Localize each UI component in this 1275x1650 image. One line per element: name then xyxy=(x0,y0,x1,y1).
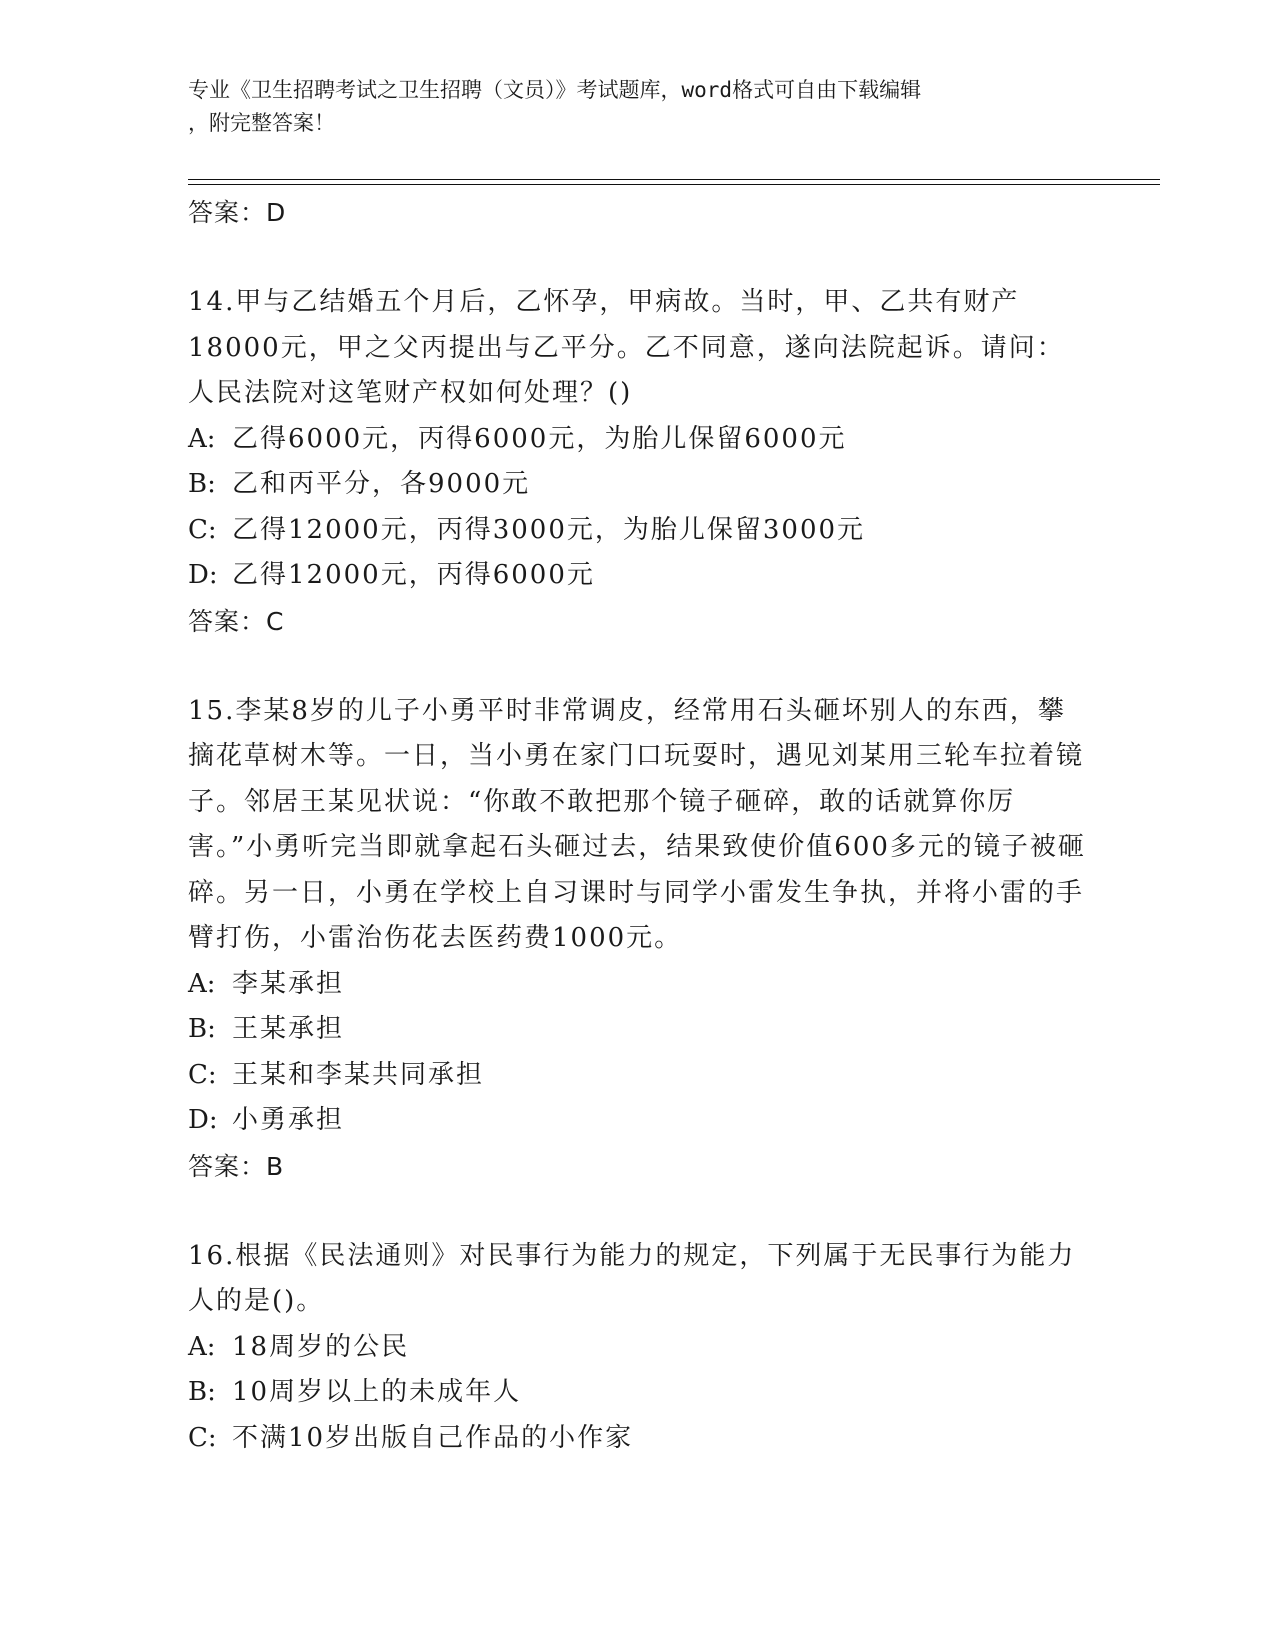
spacer xyxy=(188,236,1088,280)
option-text: 乙得6000元，丙得6000元，为胎儿保留6000元 xyxy=(232,423,847,454)
option-letter: C: xyxy=(188,1422,217,1453)
option-text: 王某承担 xyxy=(232,1014,345,1044)
document-header xyxy=(188,74,1088,140)
option-text: 不满10岁出版自己作品的小作家 xyxy=(232,1422,634,1453)
option-text: 10周岁以上的未成年人 xyxy=(232,1377,522,1407)
option-letter: D: xyxy=(188,1105,218,1135)
option-letter: B: xyxy=(188,1377,216,1407)
option-a xyxy=(188,962,1088,1008)
question-15 xyxy=(188,689,1088,1190)
option-text: 小勇承担 xyxy=(232,1105,345,1135)
option-b xyxy=(188,1007,1088,1053)
header-line-2: ，附完整答案！ xyxy=(188,111,335,135)
header-rule-bottom xyxy=(188,184,1160,185)
option-letter: D: xyxy=(188,560,218,590)
answer-prefix: 答案： xyxy=(188,1151,267,1181)
option-text: 18周岁的公民 xyxy=(232,1331,410,1362)
option-c xyxy=(188,1053,1088,1099)
question-16 xyxy=(188,1234,1088,1462)
answer-line xyxy=(188,1144,1088,1190)
option-letter: A: xyxy=(188,1331,216,1362)
spacer xyxy=(188,645,1088,689)
option-text: 乙得12000元，丙得3000元，为胎儿保留3000元 xyxy=(232,514,866,545)
answer-prefix: 答案： xyxy=(188,606,267,636)
option-c xyxy=(188,508,1088,554)
option-text: 乙得12000元，丙得6000元 xyxy=(232,560,595,590)
answer-prefix: 答案： xyxy=(188,198,267,227)
option-text: 李某承担 xyxy=(232,968,345,999)
option-a xyxy=(188,417,1088,463)
option-letter: B: xyxy=(188,469,216,499)
option-letter: A: xyxy=(188,968,216,999)
header-rule-top xyxy=(188,179,1160,180)
question-stem: 15.李某8岁的儿子小勇平时非常调皮，经常用石头砸坏别人的东西，攀摘花草树木等。一日，当小勇在家门口玩耍时，遇见刘某用三轮车拉着镜子。邻居王某见状说：“你敢不敢把那个镜子砸碎，敢的话就算你厉害。”小勇听完当即就拿起石头砸过去，结果致使价值600多元的镜子被砸碎。另一日，小勇在学校上自习课时与同学小雷发生争执，并将小雷的手臂打伤，小雷治伤花去医药费1000元。 xyxy=(188,695,1086,953)
option-text: 王某和李某共同承担 xyxy=(232,1059,485,1090)
spacer xyxy=(188,1190,1088,1234)
option-letter: A: xyxy=(188,423,216,454)
option-letter: C: xyxy=(188,514,217,545)
question-14 xyxy=(188,280,1088,645)
answer-value: B xyxy=(266,1151,285,1181)
question-stem: 14.甲与乙结婚五个月后，乙怀孕，甲病故。当时，甲、乙共有财产18000元，甲之父丙提出与乙平分。乙不同意，遂向法院起诉。请问：人民法院对这笔财产权如何处理？() xyxy=(188,287,1065,408)
answer-value: C xyxy=(266,606,285,636)
header-line-1: 专业《卫生招聘考试之卫生招聘（文员）》考试题库，word格式可自由下载编辑 xyxy=(188,78,922,102)
option-letter: C: xyxy=(188,1059,217,1090)
option-b xyxy=(188,462,1088,508)
option-d xyxy=(188,553,1088,599)
option-letter: B: xyxy=(188,1014,216,1044)
option-text: 乙和丙平分，各9000元 xyxy=(232,469,531,499)
option-b xyxy=(188,1370,1088,1416)
question-list xyxy=(188,190,1088,1461)
answer-line-prev xyxy=(188,190,1088,236)
question-stem: 16.根据《民法通则》对民事行为能力的规定，下列属于无民事行为能力人的是()。 xyxy=(188,1240,1076,1316)
option-a xyxy=(188,1325,1088,1371)
answer-line xyxy=(188,599,1088,645)
option-c xyxy=(188,1416,1088,1462)
answer-value: D xyxy=(266,198,287,227)
option-d xyxy=(188,1098,1088,1144)
